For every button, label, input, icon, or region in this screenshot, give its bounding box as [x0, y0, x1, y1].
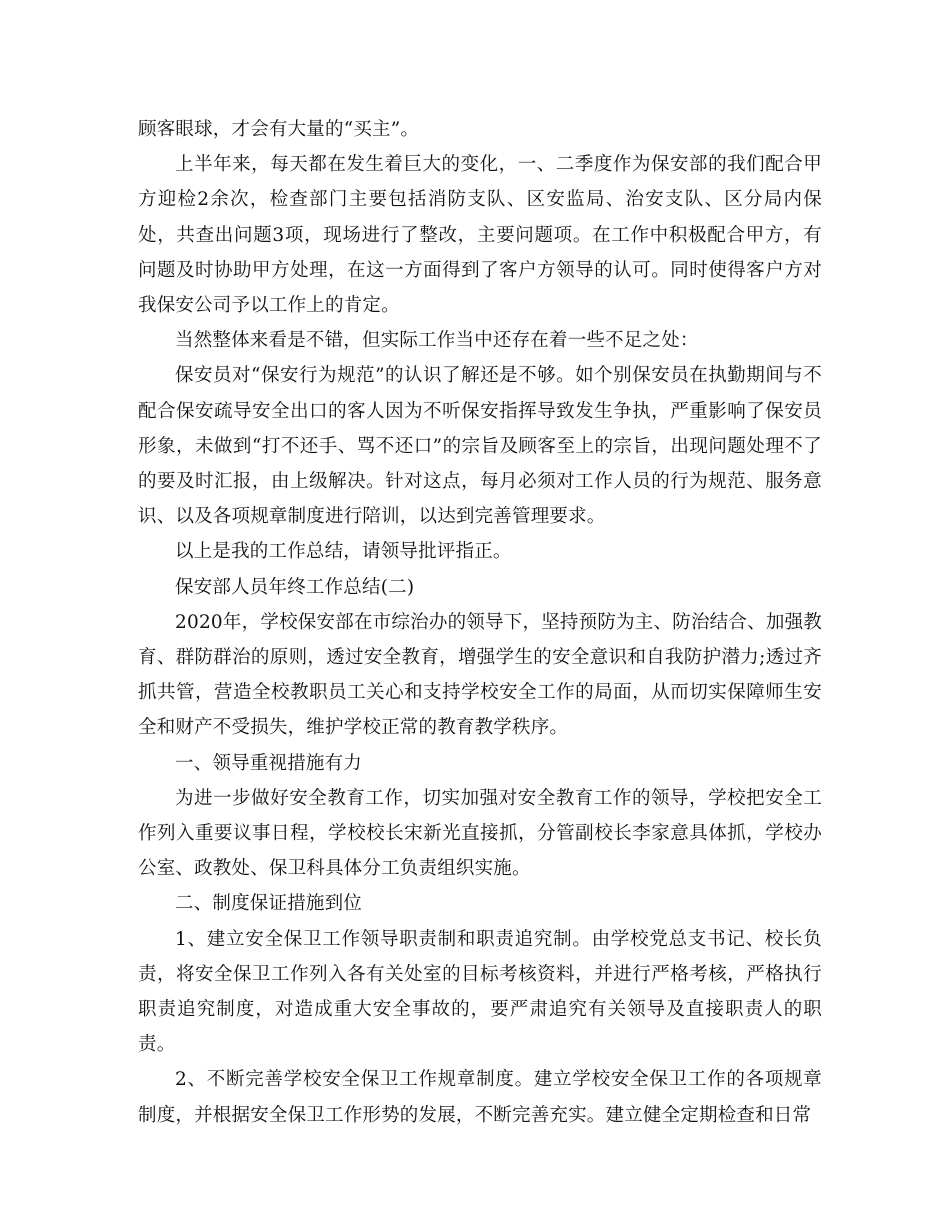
- paragraph-1: 顾客眼球，才会有大量的“买主”。: [138, 119, 420, 140]
- paragraph-9: 为进一步做好安全教育工作，切实加强对安全教育工作的领导，学校把安全工作列入重要议事日程，学校校长宋新光直接抓，分管副校长李家意具体抓，学校办公室、政教处、保卫科具体分工负责组织实施。: [138, 787, 822, 880]
- section-title: 保安部人员年终工作总结(二): [175, 576, 415, 598]
- paragraph-11: 1、建立安全保卫工作领导职责制和职责追究制。由学校党总支书记、校长负责，将安全保卫工作列入各有关处室的目标考核资料，并进行严格考核，严格执行职责追究制度，对造成重大安全事故的，要严肃追究有关领导及直接职责人的职责。: [138, 928, 822, 1056]
- document-page: [138, 112, 822, 1133]
- paragraph-3: 当然整体来看是不错，但实际工作当中还存在着一些不足之处：: [175, 330, 699, 352]
- paragraph-12: 2、不断完善学校安全保卫工作规章制度。建立学校安全保卫工作的各项规章制度，并根据安全保卫工作形势的发展，不断完善充实。建立健全定期检查和日常: [138, 1069, 822, 1126]
- heading-system: 二、制度保证措施到位: [175, 893, 363, 915]
- paragraph-5: 以上是我的工作总结，请领导批评指正。: [175, 541, 512, 563]
- paragraph-7: 2020年，学校保安部在市综治办的领导下，坚持预防为主、防治结合、加强教育、群防群治的原则，透过安全教育，增强学生的安全意识和自我防护潜力;透过齐抓共管，营造全校教职员工关心和支持学校安全工作的局面，从而切实保障师生安全和财产不受损失，维护学校正常的教育教学秩序。: [138, 611, 822, 739]
- paragraph-4: 保安员对“保安行为规范”的认识了解还是不够。如个别保安员在执勤期间与不配合保安疏导安全出口的客人因为不听保安指挥导致发生争执，严重影响了保安员形象，未做到“打不还手、骂不还口”的宗旨及顾客至上的宗旨，出现问题处理不了的要及时汇报，由上级解决。针对这点，每月必须对工作人员的行为规范、服务意识、以及各项规章制度进行陪训，以达到完善管理要求。: [138, 365, 822, 528]
- paragraph-2: 上半年来，每天都在发生着巨大的变化，一、二季度作为保安部的我们配合甲方迎检2余次，检查部门主要包括消防支队、区安监局、治安支队、区分局内保处，共查出问题3项，现场进行了整改，主要问题项。在工作中积极配合甲方，有问题及时协助甲方处理，在这一方面得到了客户方领导的认可。同时使得客户方对我保安公司予以工作上的肯定。: [138, 154, 822, 317]
- heading-leadership: 一、领导重视措施有力: [175, 752, 363, 774]
